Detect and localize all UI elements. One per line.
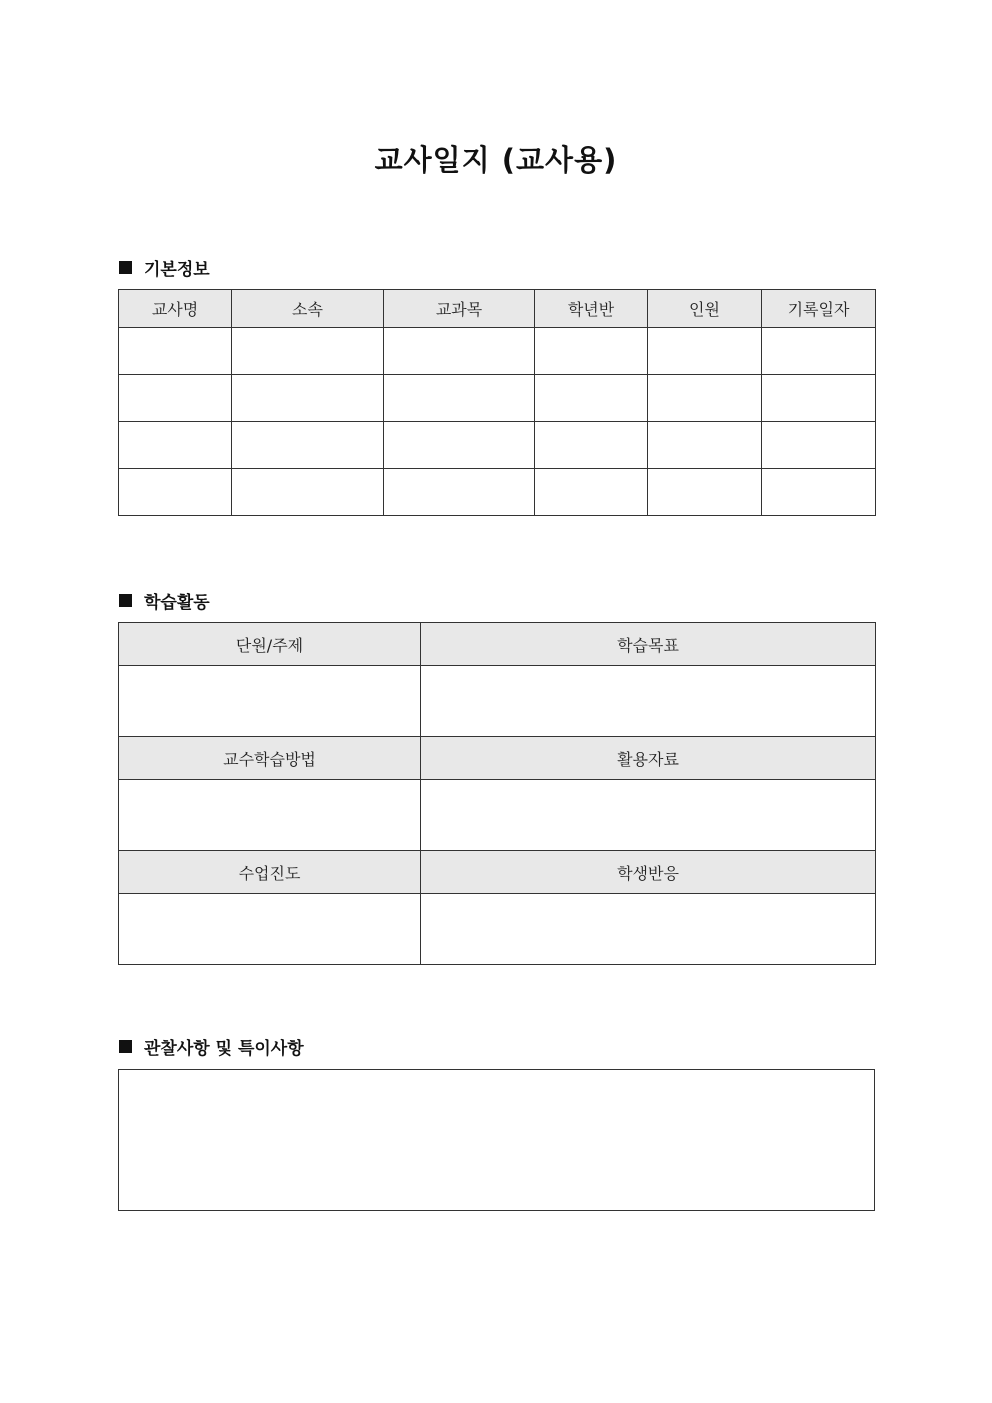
table-cell[interactable] bbox=[648, 469, 762, 516]
table-cell[interactable] bbox=[119, 375, 232, 422]
teaching-method-label: 교수학습방법 bbox=[119, 737, 421, 780]
table-cell[interactable] bbox=[384, 422, 535, 469]
teaching-method-field[interactable] bbox=[119, 780, 421, 851]
table-row bbox=[119, 375, 876, 422]
basic-info-table bbox=[118, 289, 876, 516]
square-bullet-icon bbox=[119, 594, 132, 607]
table-cell[interactable] bbox=[535, 422, 648, 469]
table-header-row bbox=[119, 290, 876, 328]
column-header-affiliation: 소속 bbox=[232, 290, 384, 328]
student-response-field[interactable] bbox=[421, 894, 876, 965]
square-bullet-icon bbox=[119, 261, 132, 274]
table-cell[interactable] bbox=[232, 422, 384, 469]
table-header-row bbox=[119, 851, 876, 894]
table-cell[interactable] bbox=[762, 375, 876, 422]
class-progress-label: 수업진도 bbox=[119, 851, 421, 894]
table-cell[interactable] bbox=[648, 422, 762, 469]
table-cell[interactable] bbox=[384, 328, 535, 375]
table-cell[interactable] bbox=[762, 422, 876, 469]
observations-heading-text: 관찰사항 및 특이사항 bbox=[144, 1039, 304, 1059]
table-row bbox=[119, 666, 876, 737]
column-header-record-date: 기록일자 bbox=[762, 290, 876, 328]
basic-info-heading bbox=[119, 255, 210, 280]
column-header-teacher-name: 교사명 bbox=[119, 290, 232, 328]
student-response-label: 학생반응 bbox=[421, 851, 876, 894]
document-title: 교사일지 (교사용) bbox=[374, 143, 618, 177]
class-progress-field[interactable] bbox=[119, 894, 421, 965]
table-row bbox=[119, 328, 876, 375]
unit-topic-label: 단원/주제 bbox=[119, 623, 421, 666]
table-cell[interactable] bbox=[648, 328, 762, 375]
column-header-headcount: 인원 bbox=[648, 290, 762, 328]
learning-activity-heading bbox=[119, 588, 210, 613]
table-row bbox=[119, 469, 876, 516]
table-header-row bbox=[119, 737, 876, 780]
square-bullet-icon bbox=[119, 1040, 132, 1053]
learning-goal-field[interactable] bbox=[421, 666, 876, 737]
table-cell[interactable] bbox=[535, 469, 648, 516]
table-cell[interactable] bbox=[762, 328, 876, 375]
column-header-grade-class: 학년반 bbox=[535, 290, 648, 328]
table-row bbox=[119, 422, 876, 469]
table-header-row bbox=[119, 623, 876, 666]
observations-heading bbox=[119, 1034, 304, 1059]
materials-label: 활용자료 bbox=[421, 737, 876, 780]
table-row bbox=[119, 780, 876, 851]
basic-info-heading-text: 기본정보 bbox=[144, 260, 210, 280]
table-row bbox=[119, 894, 876, 965]
unit-topic-field[interactable] bbox=[119, 666, 421, 737]
table-cell[interactable] bbox=[119, 469, 232, 516]
observations-field[interactable] bbox=[118, 1069, 875, 1211]
table-cell[interactable] bbox=[762, 469, 876, 516]
table-cell[interactable] bbox=[119, 422, 232, 469]
table-cell[interactable] bbox=[232, 328, 384, 375]
table-cell[interactable] bbox=[232, 469, 384, 516]
table-cell[interactable] bbox=[119, 328, 232, 375]
table-cell[interactable] bbox=[384, 375, 535, 422]
learning-goal-label: 학습목표 bbox=[421, 623, 876, 666]
learning-activity-table bbox=[118, 622, 876, 965]
column-header-subject: 교과목 bbox=[384, 290, 535, 328]
materials-field[interactable] bbox=[421, 780, 876, 851]
table-cell[interactable] bbox=[535, 375, 648, 422]
learning-activity-heading-text: 학습활동 bbox=[144, 593, 210, 613]
table-cell[interactable] bbox=[648, 375, 762, 422]
table-cell[interactable] bbox=[232, 375, 384, 422]
table-cell[interactable] bbox=[535, 328, 648, 375]
table-cell[interactable] bbox=[384, 469, 535, 516]
